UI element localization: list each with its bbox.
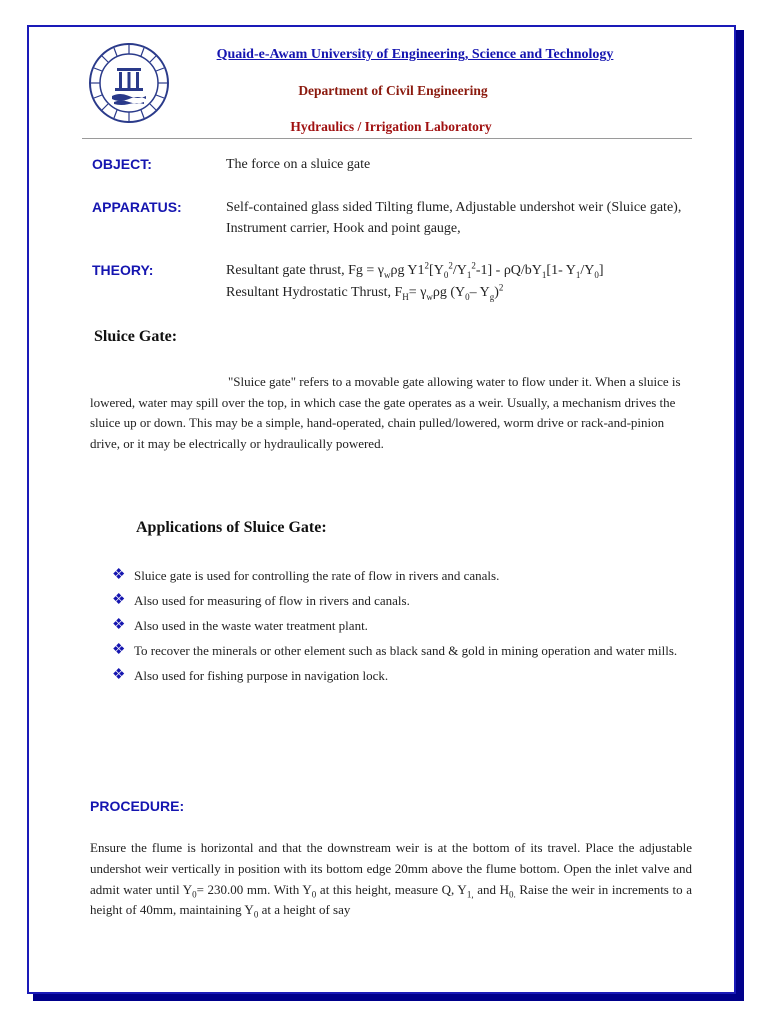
procedure-label: PROCEDURE:: [90, 798, 185, 814]
diamond-bullet-icon: ❖: [112, 567, 126, 583]
list-item: ❖ Also used for measuring of flow in rivers and canals.: [112, 592, 410, 608]
department-name: Department of Civil Engineering: [298, 83, 488, 98]
procedure-text-start: Ensure the flume is horizontal and that the downstream weir is at the bottom of its travel. Place the adjustable undershot weir vertically in position with its bottom edge 20mm above the flume bottom. Open the inlet valve and admit water until Y: [90, 840, 692, 897]
apparatus-text: Self-contained glass sided Tilting flume, Adjustable undershot weir (Sluice gate), Instrument carrier, Hook and point gauge,: [226, 200, 682, 236]
theory-equation-1: Resultant gate thrust, $Fg = \gamma_w\rho g$ $Y1^2[Y_0^2/Y_1^2-1] - \rho Q/bY_1[1-$ $Y_1/Y_0$]: [226, 260, 604, 280]
sluice-gate-heading: Sluice Gate:: [94, 328, 178, 345]
sluice-gate-paragraph-text: "Sluice gate" refers to a movable gate allowing water to flow under it. When a sluice is lowered, water may spill over the top, in which case the gate operates as a weir. Usually, a mechanism drives the sluice up or down. This may be a simple, hand-operated, chain pulled/lowered, worm drive or rack-and-pinion drive, or it may be electrically or hydraulically powered.: [90, 374, 681, 451]
apparatus-label: APPARATUS:: [92, 199, 182, 215]
list-item: ❖ Also used in the waste water treatment plant.: [112, 617, 368, 633]
laboratory-name: Hydraulics / Irrigation Laboratory: [290, 119, 492, 134]
theory-label: THEORY:: [92, 262, 154, 278]
object-label: OBJECT:: [92, 156, 152, 172]
diamond-bullet-icon: ❖: [112, 667, 126, 683]
list-item: ❖ Sluice gate is used for controlling the rate of flow in rivers and canals.: [112, 567, 500, 583]
list-item: ❖ Also used for fishing purpose in navigation lock.: [112, 667, 389, 683]
theory-line2-prefix: Resultant Hydrostatic Thrust, F: [226, 285, 403, 300]
applications-list: [112, 565, 698, 690]
procedure-text: Ensure the flume is horizontal and that the downstream weir is at the bottom of its travel. Place the adjustable undershot weir vertically in position with its bottom edge 20mm above the flume bottom. Open the inlet valve and admit water until $Y_0= 230.00$ mm. With $Y_0$ at this height, measure Q, $Y_{1,}$ and $H_{0.}$ Raise the weir in increments to a height of 40mm, maintaining $Y_0$ at a height of say: [90, 840, 692, 920]
diamond-bullet-icon: ❖: [112, 592, 126, 608]
theory-equation-2: Resultant Hydrostatic Thrust, $F_H= \gamma_w\rho g$ ($Y_0-$ $Y_g)^2$: [226, 282, 504, 302]
sluice-gate-paragraph: [90, 372, 694, 454]
object-text: The force on a sluice gate: [226, 157, 371, 172]
diamond-bullet-icon: ❖: [112, 617, 126, 633]
header-divider: [82, 138, 692, 139]
list-item: ❖ To recover the minerals or other element such as black sand & gold in mining operation and water mills.: [112, 642, 678, 658]
theory-line1-prefix: Resultant gate thrust, Fg =: [226, 263, 378, 278]
university-name-link[interactable]: Quaid-e-Awam University of Engineering, Science and Technology: [216, 47, 614, 62]
diamond-bullet-icon: ❖: [112, 642, 126, 658]
applications-heading: Applications of Sluice Gate:: [136, 519, 327, 536]
